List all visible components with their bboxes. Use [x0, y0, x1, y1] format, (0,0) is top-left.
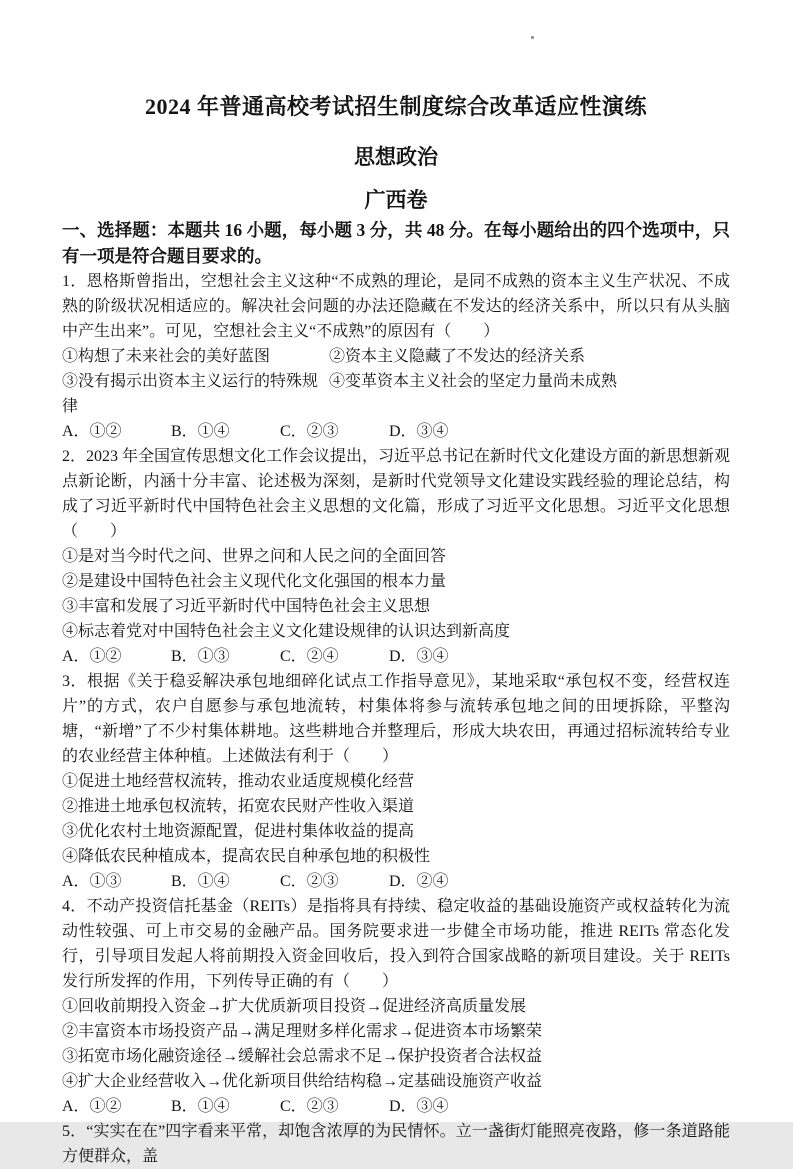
- stray-scan-mark: [531, 36, 534, 39]
- question-stem: 1．恩格斯曾指出，空想社会主义这种“不成熟的理论，是同不成熟的资本主义生产状况、不成熟的阶级状况相适应的。解决社会问题的办法还隐藏在不发达的经济关系中，所以只有从头脑中产生出来”。可见，空想社会主义“不成熟”的原因有（ ）: [62, 273, 730, 340]
- option-d: D．③④: [389, 1098, 449, 1115]
- option-c: C．②③: [280, 873, 339, 890]
- option-b: B．①④: [171, 423, 230, 440]
- question-stem: 5．“实实在在”四字看来平常，却饱含浓厚的为民情怀。立一盏街灯能照亮夜路，修一条道路能方便群众，盖: [62, 1123, 730, 1165]
- option-a: A．①②: [62, 423, 122, 440]
- question-stem: 2．2023 年全国宣传思想文化工作会议提出，习近平总书记在新时代文化建设方面的新思想新观点新论断，内涵十分丰富、论述极为深刻，是新时代党领导文化建设实践经验的理论总结，构成了习近平新时代中国特色社会主义思想的文化篇，形成了习近平文化思想。习近平文化思想（ ）: [62, 448, 731, 540]
- section-heading: 一、选择题：本题共 16 小题，每小题 3 分，共 48 分。在每小题给出的四个选项中，只有一项是符合题目要求的。: [62, 220, 730, 266]
- option-b: B．①④: [171, 1098, 230, 1115]
- answer-options-row: [62, 1094, 730, 1119]
- option-d: D．③④: [389, 648, 449, 665]
- question-item: ③优化农村土地资源配置，促进村集体收益的提高: [62, 823, 415, 840]
- question-item: ①是对当今时代之问、世界之问和人民之问的全面回答: [62, 548, 447, 565]
- question-item: ①促进土地经营权流转，推动农业适度规模化经营: [62, 773, 415, 790]
- option-b: B．①④: [171, 873, 230, 890]
- exam-region: 广西卷: [364, 188, 428, 212]
- question-5: [62, 1119, 730, 1169]
- question-item: ③丰富和发展了习近平新时代中国特色社会主义思想: [62, 598, 431, 615]
- question-item: ④标志着党对中国特色社会主义文化建设规律的认识达到新高度: [62, 623, 511, 640]
- option-b: B．①③: [171, 648, 230, 665]
- option-a: A．①②: [62, 1098, 122, 1115]
- question-2: [62, 444, 730, 669]
- question-item-row: [62, 369, 730, 419]
- question-item: ④扩大企业经营收入→优化新项目供给结构稳→定基础设施资产收益: [62, 1073, 543, 1090]
- exam-title: 2024 年普通高校考试招生制度综合改革适应性演练: [144, 94, 647, 119]
- question-stem: 3．根据《关于稳妥解决承包地细碎化试点工作指导意见》，某地采取“承包权不变，经营权连片”的方式，农户自愿参与承包地流转，村集体将参与流转承包地之间的田埂拆除，平整沟塘，“新增”了不少村集体耕地。这些耕地合并整理后，形成大块农田，再通过招标流转给专业的农业经营主体种植。上述做法有利于（ ）: [62, 673, 730, 765]
- option-c: C．②③: [280, 423, 339, 440]
- question-4: [62, 894, 730, 1119]
- exam-subject: 思想政治: [354, 145, 438, 169]
- question-item: ①回收前期投入资金→扩大优质新项目投资→促进经济高质量发展: [62, 998, 527, 1015]
- question-item: ④降低农民种植成本，提高农民自种承包地的积极性: [62, 848, 431, 865]
- answer-options-row: [62, 644, 730, 669]
- question-item: ③没有揭示出资本主义运行的特殊规律: [62, 373, 319, 415]
- question-item: ①构想了未来社会的美好蓝图: [62, 348, 271, 365]
- question-item: ②是建设中国特色社会主义现代化文化强国的根本力量: [62, 573, 447, 590]
- option-d: D．②④: [389, 873, 449, 890]
- option-c: C．②③: [280, 1098, 339, 1115]
- question-item: ②推进土地承包权流转，拓宽农民财产性收入渠道: [62, 798, 415, 815]
- question-item-row: [62, 344, 730, 369]
- option-d: D．③④: [389, 423, 449, 440]
- question-item: ②丰富资本市场投资产品→满足理财多样化需求→促进资本市场繁荣: [62, 1023, 543, 1040]
- answer-options-row: [62, 419, 730, 444]
- question-3: [62, 669, 730, 894]
- question-item: ④变革资本主义社会的坚定力量尚未成熟: [329, 373, 618, 390]
- question-item: ②资本主义隐藏了不发达的经济关系: [329, 348, 586, 365]
- answer-options-row: [62, 869, 730, 894]
- question-item: ③拓宽市场化融资途径→缓解社会总需求不足→保护投资者合法权益: [62, 1048, 543, 1065]
- option-c: C．②④: [280, 648, 339, 665]
- option-a: A．①③: [62, 873, 122, 890]
- option-a: A．①②: [62, 648, 122, 665]
- question-1: [62, 269, 730, 444]
- question-stem: 4．不动产投资信托基金（REITs）是指将具有持续、稳定收益的基础设施资产或权益转化为流动性较强、可上市交易的金融产品。国务院要求进一步健全市场功能，推进 REITs 常态化发行，引导项目发起人将前期投入资金回收后，投入到符合国家战略的新项目建设。关于 REITs 发行所发挥的作用，下列传导正确的有（ ）: [62, 898, 730, 990]
